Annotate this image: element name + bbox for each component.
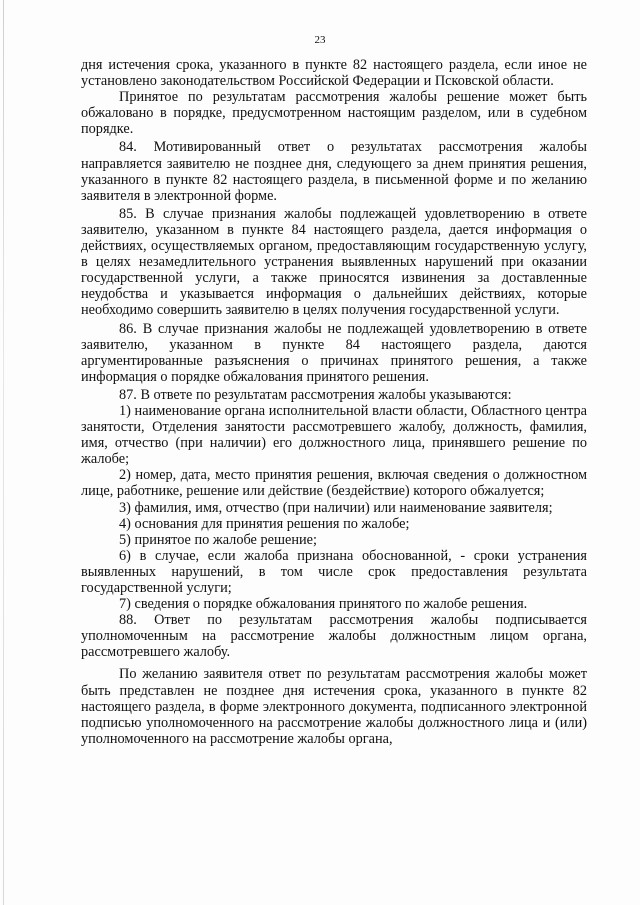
list-item-4: 4) основания для принятия решения по жалобе; [119, 515, 410, 532]
list-item-5: 5) принятое по жалобе решение; [119, 531, 317, 548]
list-item-6: 6) в случае, если жалоба признана обоснованной, - сроки устранения выявленных нарушений, в том числе срок предоставления результата государственной услуги; [81, 547, 587, 596]
list-item-1: 1) наименование органа исполнительной власти области, Областного центра занятости, Отделения занятости рассмотревшего жалобу, должность, фамилия, имя, отчество (при наличии) его должностного лица, принявшего решение по жалобе; [81, 402, 587, 468]
paragraph-87: 87. В ответе по результатам рассмотрения жалобы указываются: [119, 386, 512, 403]
document-body [81, 57, 587, 747]
scan-edge [3, 0, 4, 905]
paragraph-84: 84. Мотивированный ответ о результатах рассмотрения жалобы направляется заявителю не позднее дня, следующего за днем принятия решения, указанного в пункте 82 настоящего раздела, в письменной форме и по желанию заявителя в электронной форме. [81, 139, 587, 204]
paragraph-86: 86. В случае признания жалобы не подлежащей удовлетворению в ответе заявителю, указанном в пункте 84 настоящего раздела, даются аргументированные разъяснения о причинах принятого решения, а также информация о порядке обжалования принятого решения. [81, 320, 587, 385]
paragraph-appeal-order: Принятое по результатам рассмотрения жалобы решение может быть обжаловано в порядке, предусмотренном настоящим разделом, или в судебном порядке. [81, 89, 587, 138]
paragraph-continuation: дня истечения срока, указанного в пункте 82 настоящего раздела, если иное не установлено законодательством Российской Федерации и Псковской области. [81, 57, 587, 90]
page-number: 23 [314, 34, 326, 46]
paragraph-electronic-response: По желанию заявителя ответ по результатам рассмотрения жалобы может быть представлен не позднее дня истечения срока, указанного в пункте 82 настоящего раздела, в форме электронного документа, подписанного электронной подписью уполномоченного на рассмотрение жалобы должностного лица и (или) уполномоченного на рассмотрение жалобы органа, [81, 666, 587, 747]
list-item-7: 7) сведения о порядке обжалования принятого по жалобе решения. [119, 596, 528, 613]
list-item-3: 3) фамилия, имя, отчество (при наличии) или наименование заявителя; [119, 499, 553, 516]
list-item-2: 2) номер, дата, место принятия решения, включая сведения о должностном лице, работнике, решение или действие (бездействие) которого обжалуется; [81, 467, 587, 500]
paragraph-88: 88. Ответ по результатам рассмотрения жалобы подписывается уполномоченным на рассмотрение жалобы должностным лицом органа, рассмотревшего жалобу. [81, 612, 587, 661]
paragraph-85: 85. В случае признания жалобы подлежащей удовлетворению в ответе заявителю, указанном в пункте 84 настоящего раздела, дается информация о действиях, осуществляемых органом, предоставляющим государственную услугу, в целях незамедлительного устранения выявленных нарушений при оказании государственной услуги, а также приносятся извинения за доставленные неудобства и указывается информация о дальнейших действиях, которые необходимо совершить заявителю в целях получения государственной услуги. [81, 205, 587, 319]
